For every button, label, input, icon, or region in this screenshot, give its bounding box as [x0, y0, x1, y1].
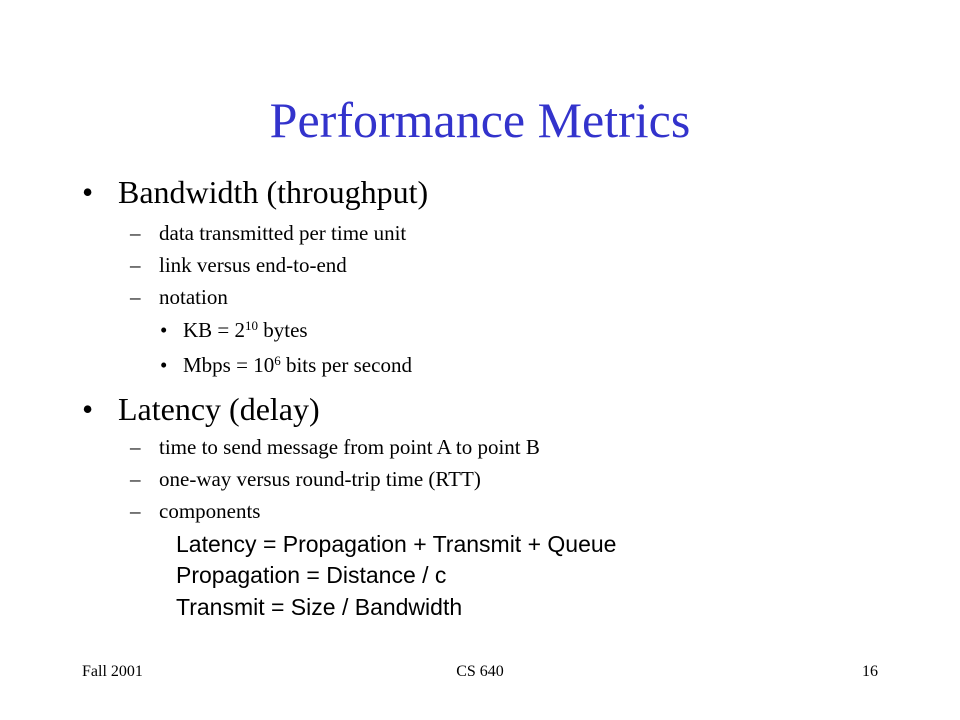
sub-bullet-marker: •: [160, 318, 168, 342]
bandwidth-item-3: notation: [159, 285, 228, 309]
bandwidth-item-2: link versus end-to-end: [159, 253, 347, 277]
dash-marker: –: [130, 285, 141, 309]
dash-marker: –: [130, 435, 141, 459]
sub-bullet-marker: •: [160, 353, 168, 377]
notation-mbps: Mbps = $10^6$ bits per second: [183, 352, 412, 377]
notation-kb: KB = $2^{10}$ bytes: [183, 317, 308, 342]
bullet-marker: •: [82, 174, 94, 210]
bandwidth-item-1: data transmitted per time unit: [159, 221, 407, 245]
formula-latency: Latency = Propagation + Transmit + Queue: [176, 531, 617, 557]
footer-page-number: 16: [862, 663, 878, 680]
slide-title: Performance Metrics: [269, 92, 691, 148]
dash-marker: –: [130, 253, 141, 277]
latency-heading: Latency (delay): [118, 391, 320, 427]
dash-marker: –: [130, 467, 141, 491]
bullet-marker: •: [82, 391, 94, 427]
formula-transmit: Transmit = Size / Bandwidth: [176, 594, 463, 620]
latency-item-2: one-way versus round-trip time (RTT): [159, 467, 481, 491]
footer-course: CS 640: [456, 663, 504, 680]
latency-item-1: time to send message from point A to point B: [159, 435, 540, 459]
dash-marker: –: [130, 499, 141, 523]
latency-item-3: components: [159, 499, 261, 523]
formula-propagation: Propagation = Distance / c: [176, 562, 447, 588]
footer-date: Fall 2001: [82, 663, 143, 680]
dash-marker: –: [130, 221, 141, 245]
bandwidth-heading: Bandwidth (throughput): [118, 174, 429, 210]
